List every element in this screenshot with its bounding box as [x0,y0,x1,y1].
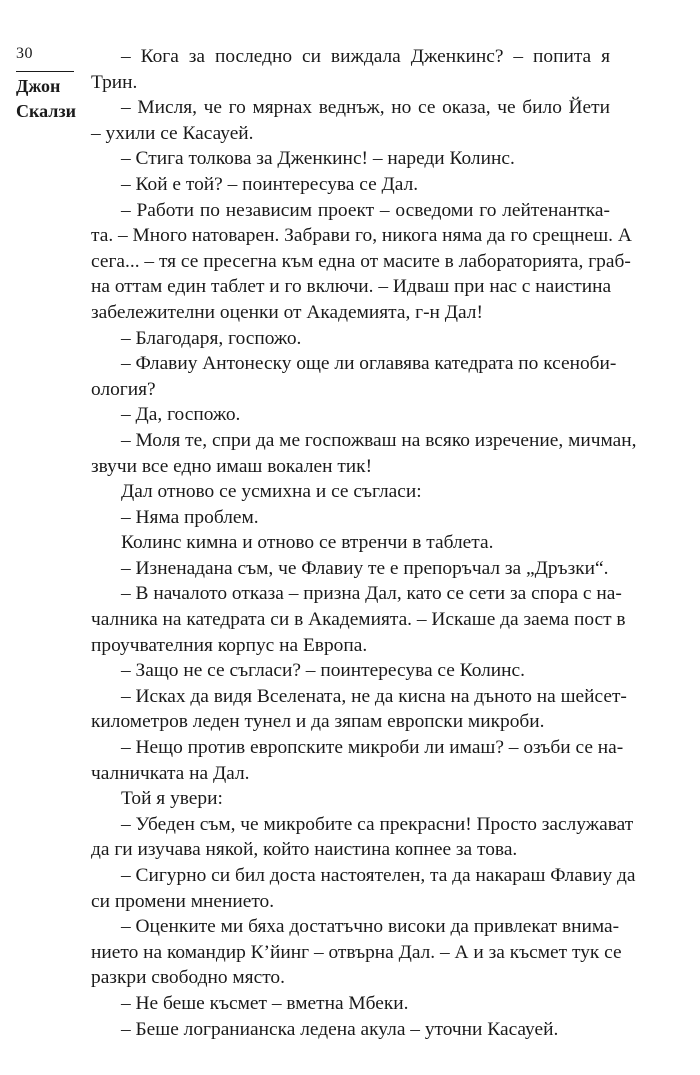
text-line: звучи все едно имаш вокален тик! [91,455,373,477]
text-line: Дал отново се усмихна и се съгласи: [121,481,422,503]
text-line: – Убеден съм, че микробите са прекрасни! Просто заслужават [121,813,634,835]
text-line: – Флавиу Антонеску още ли оглавява катедрата по ксеноби- [121,353,617,375]
text-line: та. – Много натоварен. Забрави го, никога няма да го срещнеш. А [91,225,632,247]
page-margin [16,44,80,124]
text-line: – Беше логранианска ледена акула – уточни Касауей. [121,1018,559,1040]
text-line: чалничката на Дал. [91,762,250,784]
text-line: – Защо не се съгласи? – поинтересува се Колинс. [121,660,526,682]
text-line: – Стига толкова за Дженкинс! – нареди Колинс. [121,148,515,170]
text-line: нието на командир К’йинг – отвърна Дал. – А и за късмет тук се [91,941,622,963]
text-line: Трин. [91,71,138,93]
text-line: – Нещо против европските микроби ли имаш? – озъби се на- [121,737,624,759]
text-line: – Кога за последно си виждала Дженкинс? – попита я [121,46,610,67]
text-line: да ги изучава някой, който наистина копнее за това. [91,839,518,861]
text-line: – Няма проблем. [121,506,259,528]
text-line: – Мисля, че го мярнах веднъж, но се оказа, че било Йети [121,97,610,119]
text-line: сега... – тя се пресегна към една от масите в лабораторията, граб- [91,250,631,272]
text-line: – Изненадана съм, че Флавиу те е препоръчал за „Дръзки“. [121,557,609,579]
text-line: – Оценките ми бяха достатъчно високи да привлекат внима- [121,916,620,938]
text-line: – Работи по независим проект – осведоми го лейтенантка- [121,199,610,221]
text-line: на оттам един таблет и го включи. – Идваш при нас с наистина [91,276,612,298]
text-line: – Кой е той? – поинтересува се Дал. [121,173,419,195]
running-head-author-last: Скалзи [16,101,76,121]
text-line: – Моля те, спри да ме госпожваш на всяко изречение, мичман, [121,429,637,451]
text-line: – Сигурно си бил доста настоятелен, та да накараш Флавиу да [121,865,636,886]
text-line: – Да, госпожо. [121,404,241,426]
page-number: 30 [16,45,33,62]
text-line: забележителни оценки от Академията, г-н Дал! [91,301,483,323]
text-line: чалника на катедрата си в Академията. – Искаше да заема пост в [91,609,626,631]
text-line: – В началото отказа – призна Дал, като се сети за спора с на- [121,583,622,605]
text-line: – Исках да видя Вселената, не да кисна на дъното на шейсет- [121,685,627,707]
text-line: си промени мнението. [91,890,275,912]
text-line: проучвателния корпус на Европа. [91,634,368,656]
margin-rule [16,71,74,72]
text-line: Той я увери: [121,788,223,810]
text-line: – Благодаря, госпожо. [121,327,302,349]
text-line: километров леден тунел и да зяпам европски микроби. [91,711,545,733]
text-line: ология? [91,378,156,400]
text-line: – Не беше късмет – вметна Мбеки. [121,992,409,1014]
text-line: Колинс кимна и отново се втренчи в таблета. [121,532,494,554]
text-line: разкри свободно място. [91,967,285,989]
body-text [91,44,637,1042]
running-head-author-first: Джон [16,76,61,96]
text-line: – ухили се Касауей. [91,122,254,144]
